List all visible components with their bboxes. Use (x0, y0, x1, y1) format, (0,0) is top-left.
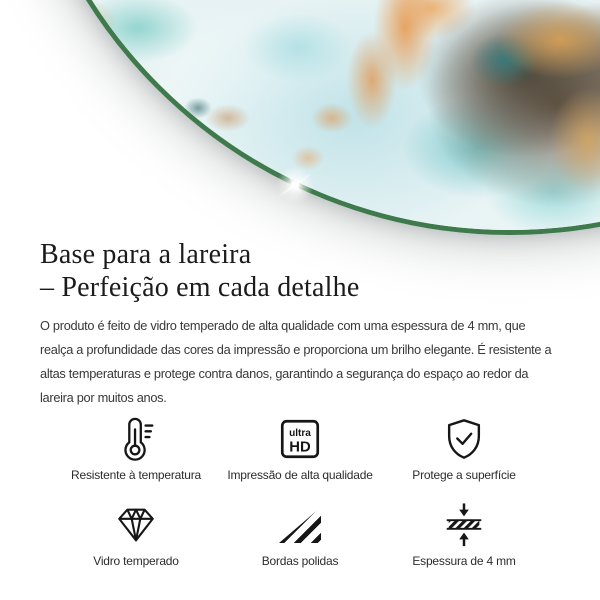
diamond-icon (113, 502, 159, 548)
ultra-hd-icon (277, 416, 323, 462)
feature-protects-surface (382, 416, 546, 482)
feature-thickness (382, 502, 546, 568)
feature-temperature (54, 416, 218, 482)
feature-label: Bordas polidas (261, 554, 339, 568)
page-title-line2: – Perfeição em cada detalhe (40, 272, 360, 303)
page-title (40, 238, 560, 304)
ultra-hd-badge-top: ultra (289, 428, 311, 440)
feature-label: Impressão de alta qualidade (227, 468, 373, 482)
feature-label: Resistente à temperatura (71, 468, 201, 482)
feature-label: Vidro temperado (93, 554, 179, 568)
description-section (0, 235, 600, 568)
page-title-line1: Base para a lareira (40, 239, 252, 270)
feature-tempered-glass (54, 502, 218, 568)
product-image (0, 0, 600, 235)
shield-check-icon (441, 416, 487, 462)
thermometer-icon (113, 416, 159, 462)
compress-thickness-icon (441, 502, 487, 548)
feature-label: Espessura de 4 mm (412, 554, 516, 568)
feature-polished-edges (218, 502, 382, 568)
feature-label: Protege a superfície (412, 468, 516, 482)
product-description: O produto é feito de vidro temperado de alta qualidade com uma espessura de 4 mm, que realça a profundidade das cores da impressão e proporciona um brilho elegante. É resistente a altas temperaturas e protege contra danos, garantindo a segurança do espaço ao redor da lareira por muitos anos. (40, 318, 552, 405)
polished-edges-icon (279, 502, 321, 548)
feature-print-quality (218, 416, 382, 482)
feature-grid (40, 416, 560, 568)
ultra-hd-badge-bottom: HD (289, 439, 311, 456)
